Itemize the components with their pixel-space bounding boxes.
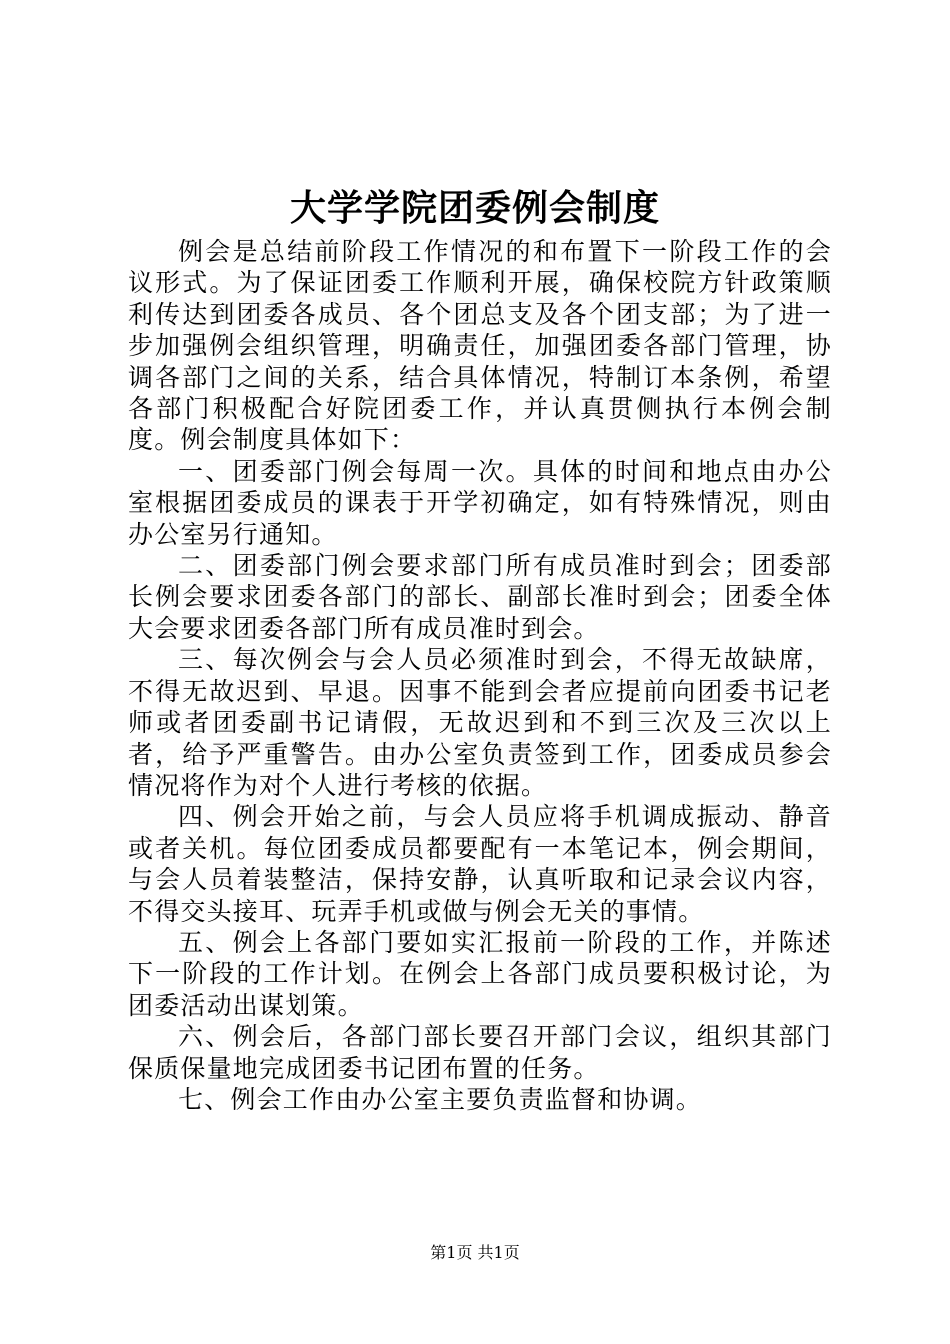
paragraph-rule-2: 二、团委部门例会要求部门所有成员准时到会；团委部长例会要求团委各部门的部长、副部长准时到会；团委全体大会要求团委各部门所有成员准时到会。 bbox=[128, 551, 832, 643]
paragraph-intro: 例会是总结前阶段工作情况的和布置下一阶段工作的会议形式。为了保证团委工作顺利开展，确保校院方针政策顺利传达到团委各成员、各个团总支及各个团支部；为了进一步加强例会组织管理，明确责任，加强团委各部门管理，协调各部门之间的关系，结合具体情况，特制订本条例，希望各部门积极配合好院团委工作，并认真贯侧执行本例会制度。例会制度具体如下： bbox=[128, 237, 832, 455]
page-number-footer: 第1页 共1页 bbox=[430, 1243, 520, 1262]
document-title: 大学学院团委例会制度 bbox=[289, 187, 660, 229]
paragraph-rule-1: 一、团委部门例会每周一次。具体的时间和地点由办公室根据团委成员的课表于开学初确定，如有特殊情况，则由办公室另行通知。 bbox=[128, 456, 832, 549]
paragraph-rule-7: 七、例会工作由办公室主要负责监督和协调。 bbox=[178, 1084, 703, 1114]
paragraph-rule-5: 五、例会上各部门要如实汇报前一阶段的工作，并陈述下一阶段的工作计划。在例会上各部门成员要积极讨论，为团委活动出谋划策。 bbox=[128, 927, 832, 1020]
paragraph-rule-6: 六、例会后，各部门部长要召开部门会议，组织其部门保质保量地完成团委书记团布置的任务。 bbox=[128, 1022, 832, 1083]
document-body bbox=[128, 236, 832, 1115]
paragraph-rule-3: 三、每次例会与会人员必须准时到会，不得无故缺席，不得无故迟到、早退。因事不能到会者应提前向团委书记老师或者团委副书记请假，无故迟到和不到三次及三次以上者，给予严重警告。由办公室负责签到工作，团委成员参会情况将作为对个人进行考核的依据。 bbox=[128, 645, 832, 800]
paragraph-rule-4: 四、例会开始之前，与会人员应将手机调成振动、静音或者关机。每位团委成员都要配有一本笔记本，例会期间，与会人员着装整洁，保持安静，认真听取和记录会议内容，不得交头接耳、玩弄手机或做与例会无关的事情。 bbox=[128, 802, 832, 926]
